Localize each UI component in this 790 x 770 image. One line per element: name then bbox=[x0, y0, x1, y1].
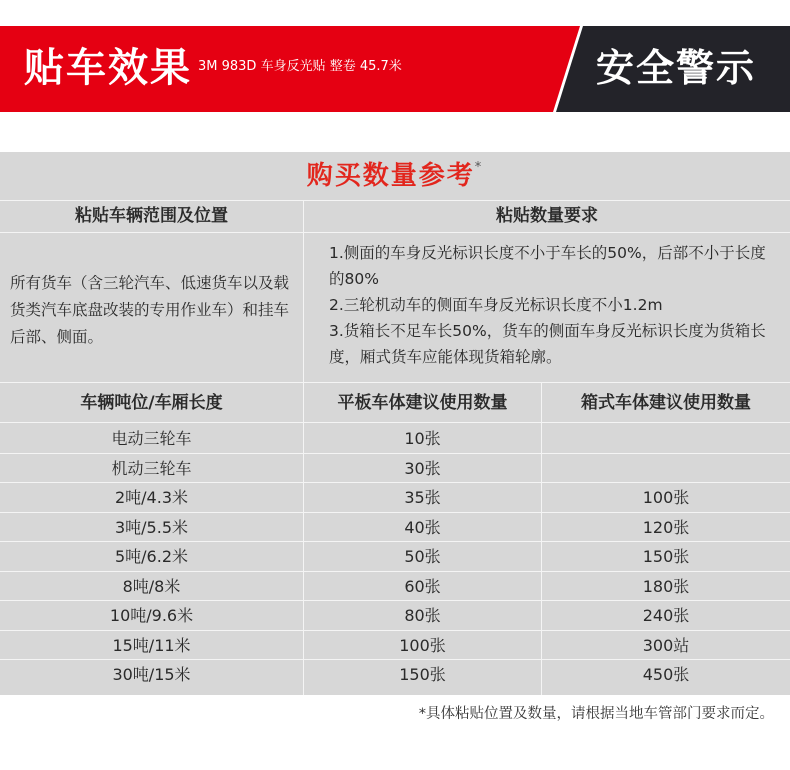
flatbed-qty-cell: 80张 bbox=[404, 606, 441, 625]
reference-title-text: 购买数量参考 bbox=[306, 161, 475, 191]
tonnage-cell: 电动三轮车 bbox=[111, 429, 192, 448]
flatbed-qty-cell: 150张 bbox=[399, 665, 446, 684]
flatbed-qty-cell: 30张 bbox=[404, 458, 441, 478]
tonnage-cell: 10吨/9.6米 bbox=[109, 606, 194, 625]
box-qty-cell: 100张 bbox=[642, 488, 690, 507]
scope-header: 粘贴车辆范围及位置 bbox=[75, 206, 228, 226]
row-divider bbox=[0, 453, 790, 454]
flatbed-qty-cell: 50张 bbox=[404, 547, 441, 566]
reference-title-star: * bbox=[474, 160, 484, 175]
requirement-item: 2.三轮机动车的侧面车身反光标识长度不小1.2m bbox=[329, 296, 663, 314]
row-divider bbox=[0, 422, 790, 423]
row-divider bbox=[0, 600, 790, 601]
box-qty-cell bbox=[542, 454, 790, 483]
tonnage-cell: 3吨/5.5米 bbox=[114, 517, 189, 537]
header-banner bbox=[0, 26, 790, 112]
requirement-item: 1.侧面的车身反光标识长度不小于车长的50%，后部不小于长度的80% bbox=[329, 244, 766, 288]
requirement-list bbox=[329, 240, 779, 370]
box-qty-cell: 300站 bbox=[642, 635, 690, 655]
tonnage-cell: 30吨/15米 bbox=[112, 665, 191, 684]
tonnage-cell: 8吨/8米 bbox=[122, 576, 181, 596]
reference-title bbox=[0, 152, 790, 200]
tonnage-cell: 机动三轮车 bbox=[111, 458, 192, 478]
flatbed-header: 平板车体建议使用数量 bbox=[337, 393, 508, 413]
flatbed-qty-cell: 100张 bbox=[399, 635, 446, 655]
flatbed-qty-cell: 40张 bbox=[404, 517, 441, 537]
row-divider bbox=[0, 482, 790, 483]
box-qty-cell: 240张 bbox=[642, 606, 690, 625]
banner-title: 贴车效果 bbox=[24, 45, 192, 91]
tonnage-cell: 5吨/6.2米 bbox=[114, 547, 189, 566]
box-qty-cell: 180张 bbox=[642, 576, 690, 596]
flatbed-qty-cell: 35张 bbox=[404, 488, 441, 507]
row-divider bbox=[0, 232, 790, 233]
box-qty-cell: 450张 bbox=[642, 665, 690, 684]
row-divider bbox=[0, 630, 790, 631]
row-divider bbox=[0, 571, 790, 572]
tonnage-cell: 2吨/4.3米 bbox=[114, 488, 189, 507]
tonnage-header: 车辆吨位/车厢长度 bbox=[80, 393, 223, 413]
banner-right-title: 安全警示 bbox=[596, 46, 757, 90]
box-qty-cell: 120张 bbox=[642, 517, 690, 537]
reference-table bbox=[0, 152, 790, 695]
banner-subtitle: 3M 983D 车身反光贴 整卷 45.7米 bbox=[198, 59, 402, 74]
footnote: *具体粘贴位置及数量，请根据当地车管部门要求而定。 bbox=[418, 706, 774, 722]
row-divider bbox=[0, 541, 790, 542]
row-divider bbox=[0, 659, 790, 660]
requirement-header: 粘贴数量要求 bbox=[496, 206, 598, 226]
box-header: 箱式车体建议使用数量 bbox=[581, 393, 751, 413]
box-qty-cell bbox=[542, 424, 790, 453]
flatbed-qty-cell: 60张 bbox=[404, 576, 441, 596]
row-divider bbox=[0, 512, 790, 513]
row-divider bbox=[0, 382, 790, 383]
requirement-item: 3.货箱长不足车长50%，货车的侧面车身反光标识长度为货箱长度，厢式货车应能体现货箱轮廓。 bbox=[329, 322, 766, 366]
flatbed-qty-cell: 10张 bbox=[404, 429, 441, 448]
scope-text: 所有货车（含三轮汽车、低速货车以及载货类汽车底盘改装的专用作业车）和挂车后部、侧面。 bbox=[10, 274, 290, 346]
tonnage-cell: 15吨/11米 bbox=[112, 635, 191, 655]
box-qty-cell: 150张 bbox=[642, 547, 690, 566]
